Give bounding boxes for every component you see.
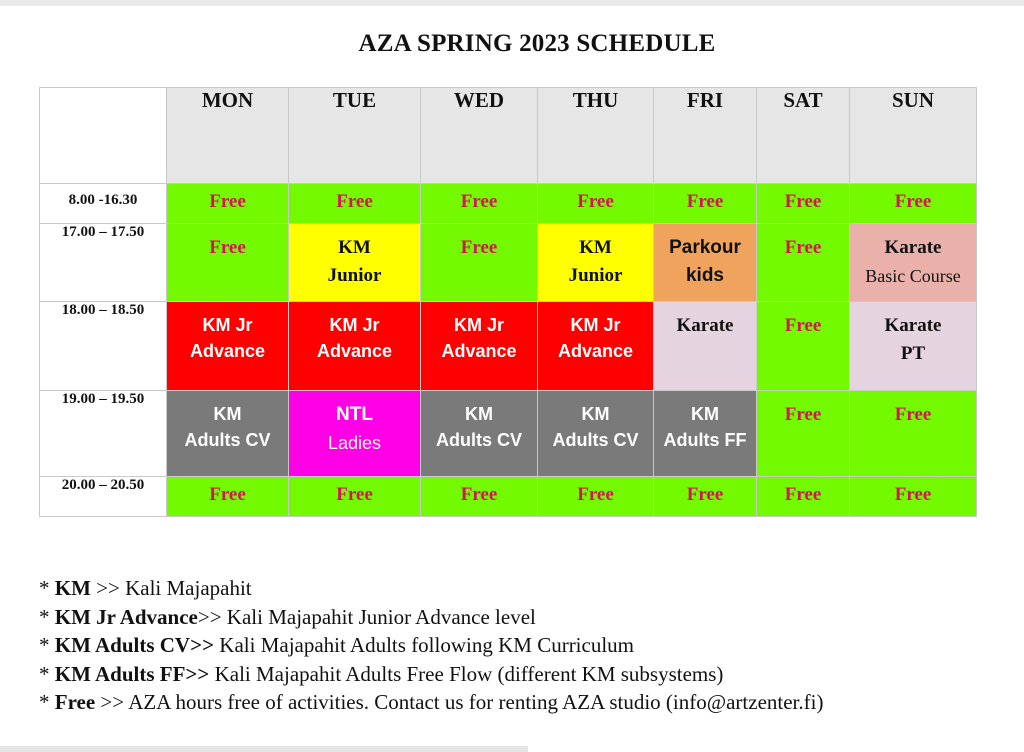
activity-name: NTL	[336, 404, 373, 425]
time-slot-label: 18.00 – 18.50	[40, 302, 167, 391]
day-header-fri: FRI	[654, 88, 757, 184]
activity-name: Free	[784, 404, 822, 425]
schedule-cell-sat	[757, 302, 850, 391]
activity-name: KM	[338, 237, 371, 258]
day-header-thu: THU	[538, 88, 654, 184]
table-row	[40, 184, 977, 224]
schedule-cell-tue	[289, 184, 421, 224]
activity-name: KM Jr	[329, 315, 380, 335]
activity-detail: Junior	[327, 265, 382, 286]
activity-name: Karate	[884, 237, 942, 258]
legend-item-free: * Free >> AZA hours free of activities. Contact us for renting AZA studio (info@artzenter.fi)	[39, 690, 824, 714]
activity-detail: Junior	[568, 265, 623, 286]
schedule-table	[39, 87, 977, 517]
activity-name: Free	[784, 191, 822, 212]
activity-detail: PT	[900, 343, 926, 364]
schedule-cell-tue	[289, 391, 421, 477]
activity-detail: Advance	[316, 341, 393, 361]
day-header-tue: TUE	[289, 88, 421, 184]
schedule-cell-wed	[421, 391, 538, 477]
legend-item-km-adults-ff: * KM Adults FF>> Kali Majapahit Adults Free Flow (different KM subsystems)	[39, 661, 724, 686]
schedule-cell-thu	[538, 477, 654, 517]
schedule-cell-mon	[167, 224, 289, 302]
time-slot-label: 17.00 – 17.50	[40, 224, 167, 302]
activity-name: Free	[460, 237, 498, 258]
schedule-cell-sun	[850, 477, 977, 517]
activity-name: Free	[209, 237, 246, 258]
activity-detail: Adults CV	[435, 430, 522, 450]
time-slot-label: 8.00 -16.30	[40, 184, 167, 224]
schedule-cell-sun	[850, 224, 977, 302]
activity-name: Free	[686, 484, 724, 505]
schedule-cell-mon	[167, 391, 289, 477]
activity-name: Free	[577, 484, 614, 505]
schedule-cell-fri	[654, 302, 757, 391]
schedule-cell-sun	[850, 391, 977, 477]
activity-name: Free	[686, 191, 724, 212]
activity-name: Free	[784, 484, 822, 505]
schedule-cell-mon	[167, 477, 289, 517]
activity-name: Parkour	[669, 237, 741, 258]
schedule-cell-sat	[757, 224, 850, 302]
header-row	[40, 88, 977, 184]
activity-name: KM	[579, 237, 612, 258]
activity-detail: Advance	[189, 341, 266, 361]
legend-item-km-adults-cv: * KM Adults CV>> Kali Majapahit Adults following KM Curriculum	[39, 633, 635, 657]
activity-detail: Basic Course	[865, 266, 961, 286]
table-row	[40, 477, 977, 517]
activity-name: Free	[894, 484, 932, 505]
activity-name: Free	[784, 315, 822, 336]
schedule-cell-thu	[538, 391, 654, 477]
activity-detail: kids	[685, 265, 725, 286]
activity-name: KM	[213, 404, 242, 424]
corner-cell	[40, 88, 167, 184]
top-edge-bar	[0, 0, 1024, 6]
schedule-cell-wed	[421, 184, 538, 224]
schedule-cell-sun	[850, 302, 977, 391]
table-row	[40, 391, 977, 477]
activity-name: Free	[209, 484, 246, 505]
schedule-cell-thu	[538, 184, 654, 224]
activity-name: KM Jr	[453, 315, 504, 335]
schedule-cell-mon	[167, 302, 289, 391]
activity-name: KM	[691, 404, 719, 424]
schedule-cell-sun	[850, 184, 977, 224]
schedule-cell-wed	[421, 224, 538, 302]
schedule-cell-fri	[654, 184, 757, 224]
activity-detail: Adults CV	[184, 430, 271, 450]
schedule-cell-tue	[289, 302, 421, 391]
schedule-cell-tue	[289, 477, 421, 517]
activity-name: Free	[336, 484, 373, 505]
page-title: AZA SPRING 2023 SCHEDULE	[358, 30, 716, 57]
bottom-edge-bar	[0, 746, 528, 752]
day-header-sun: SUN	[850, 88, 977, 184]
activity-detail: Advance	[441, 341, 517, 361]
schedule-cell-thu	[538, 224, 654, 302]
activity-name: KM	[465, 404, 493, 424]
activity-name: KM Jr	[202, 315, 253, 335]
schedule-cell-thu	[538, 302, 654, 391]
activity-name: Free	[336, 191, 373, 212]
activity-name: Free	[577, 191, 614, 212]
activity-name: Free	[460, 191, 498, 212]
day-header-mon: MON	[167, 88, 289, 184]
schedule-cell-tue	[289, 224, 421, 302]
schedule-cell-sat	[757, 477, 850, 517]
table-row	[40, 224, 977, 302]
schedule-cell-mon	[167, 184, 289, 224]
time-slot-label: 20.00 – 20.50	[40, 477, 167, 517]
schedule-cell-wed	[421, 302, 538, 391]
activity-name: Free	[460, 484, 498, 505]
table-row	[40, 302, 977, 391]
activity-name: Free	[894, 404, 932, 425]
activity-detail: Advance	[557, 341, 634, 361]
activity-name: Free	[209, 191, 246, 212]
schedule-cell-fri	[654, 391, 757, 477]
activity-detail: Ladies	[327, 433, 382, 453]
legend	[39, 574, 823, 717]
time-slot-label: 19.00 – 19.50	[40, 391, 167, 477]
day-header-sat: SAT	[757, 88, 850, 184]
activity-name: KM	[581, 404, 610, 424]
activity-name: Karate	[676, 315, 734, 336]
schedule-cell-sat	[757, 391, 850, 477]
activity-name: Free	[894, 191, 932, 212]
schedule-cell-wed	[421, 477, 538, 517]
schedule-cell-fri	[654, 224, 757, 302]
legend-item-km: * KM >> Kali Majapahit	[39, 576, 252, 600]
activity-name: KM Jr	[570, 315, 621, 335]
activity-name: Free	[784, 237, 822, 258]
activity-detail: Adults FF	[663, 430, 747, 450]
schedule-cell-fri	[654, 477, 757, 517]
activity-name: Karate	[884, 315, 942, 336]
legend-item-km-jr-advance: * KM Jr Advance>> Kali Majapahit Junior Advance level	[39, 604, 536, 629]
activity-detail: Adults CV	[552, 430, 639, 450]
day-header-wed: WED	[421, 88, 538, 184]
schedule-cell-sat	[757, 184, 850, 224]
